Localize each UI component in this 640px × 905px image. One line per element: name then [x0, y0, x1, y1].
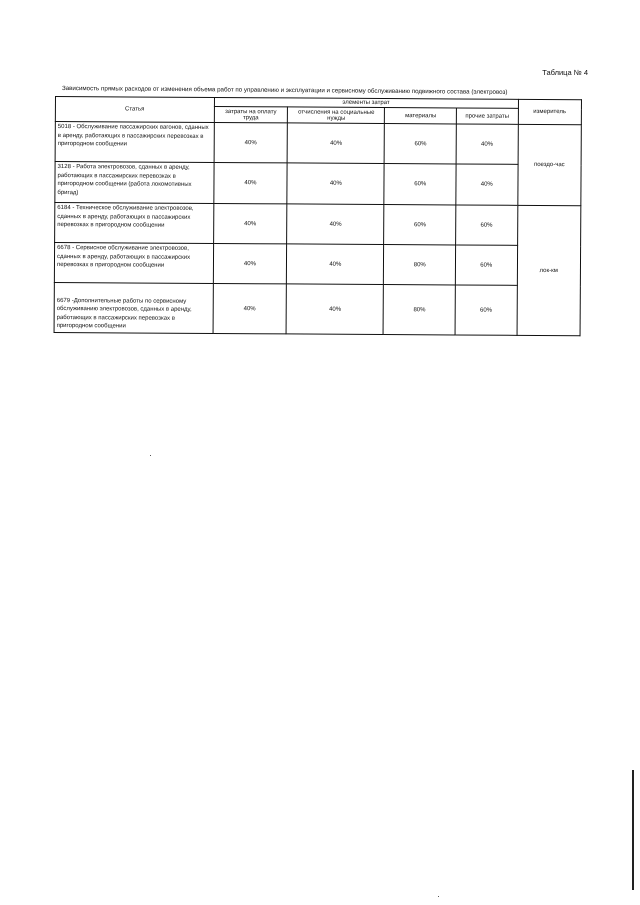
table-row [55, 122, 581, 165]
row-materials: 60% [385, 124, 457, 164]
row-meter: поездо-час [517, 124, 581, 205]
row-social: 40% [287, 163, 384, 205]
row-social: 40% [287, 123, 384, 164]
row-labor: 40% [213, 283, 287, 333]
row-other: 40% [456, 164, 518, 205]
row-other: 60% [455, 285, 517, 335]
scan-speck [438, 896, 439, 897]
row-item: 6679 -Дополнительные работы по сервисному обслуживанию электровозов, сданных в аренду, работающих в пассажирских перевозках в пригородном сообщении [54, 282, 213, 333]
header-other: прочие затраты [456, 108, 517, 124]
header-item: Статья [55, 97, 214, 123]
row-social: 40% [287, 204, 384, 245]
table-row [55, 203, 581, 246]
table-caption: Зависимость прямых расходов от изменения объема работ по управлению и эксплуатации и сервисному обслуживанию подвижного состава (электровоз) [61, 85, 508, 96]
row-materials: 60% [384, 205, 456, 245]
row-materials: 80% [384, 285, 456, 335]
header-labor: затраты на оплату труда [214, 107, 288, 123]
cost-table [54, 96, 582, 336]
table-number: Таблица № 4 [542, 68, 588, 77]
row-labor: 40% [213, 162, 287, 203]
row-item: 3128 - Работа электровозов, сданных в аренду, работающих в пассажирских перевозках в пригородном сообщении (работа локомотивных бригад) [55, 162, 214, 204]
row-item: 6184 - Техническое обслуживание электровозов, сданных в аренду, работающих в пассажирских перевозках в пригородном сообщении [55, 203, 214, 244]
header-cost-elements: элементы затрат [214, 97, 518, 108]
row-meter: лок-км [517, 205, 581, 335]
row-item: 5018 - Обслуживание пассажирских вагонов, сданных в аренду, работающих в пассажирских перевозках в пригородном сообщении [55, 122, 214, 163]
row-social: 40% [287, 244, 384, 285]
row-other: 40% [456, 124, 518, 164]
header-materials: материалы [385, 108, 457, 124]
row-other: 60% [455, 245, 517, 285]
row-labor: 40% [213, 243, 287, 283]
row-labor: 40% [214, 122, 288, 162]
row-social: 40% [286, 284, 384, 335]
table-row [55, 162, 581, 206]
scan-edge-line [632, 770, 634, 890]
row-item: 6678 - Сервисное обслуживание электровозов, сданных в аренду, работающих в пассажирских перевозках в пригородном сообщении [54, 243, 213, 284]
row-materials: 80% [384, 245, 456, 285]
row-materials: 60% [384, 164, 456, 205]
row-labor: 40% [213, 203, 287, 243]
table-row [54, 243, 580, 286]
header-social: отчисления на социальные нужды [288, 107, 385, 123]
scan-speck [150, 455, 151, 456]
header-meter: измеритель [518, 99, 582, 124]
row-other: 60% [456, 205, 518, 245]
table-row [54, 282, 580, 335]
